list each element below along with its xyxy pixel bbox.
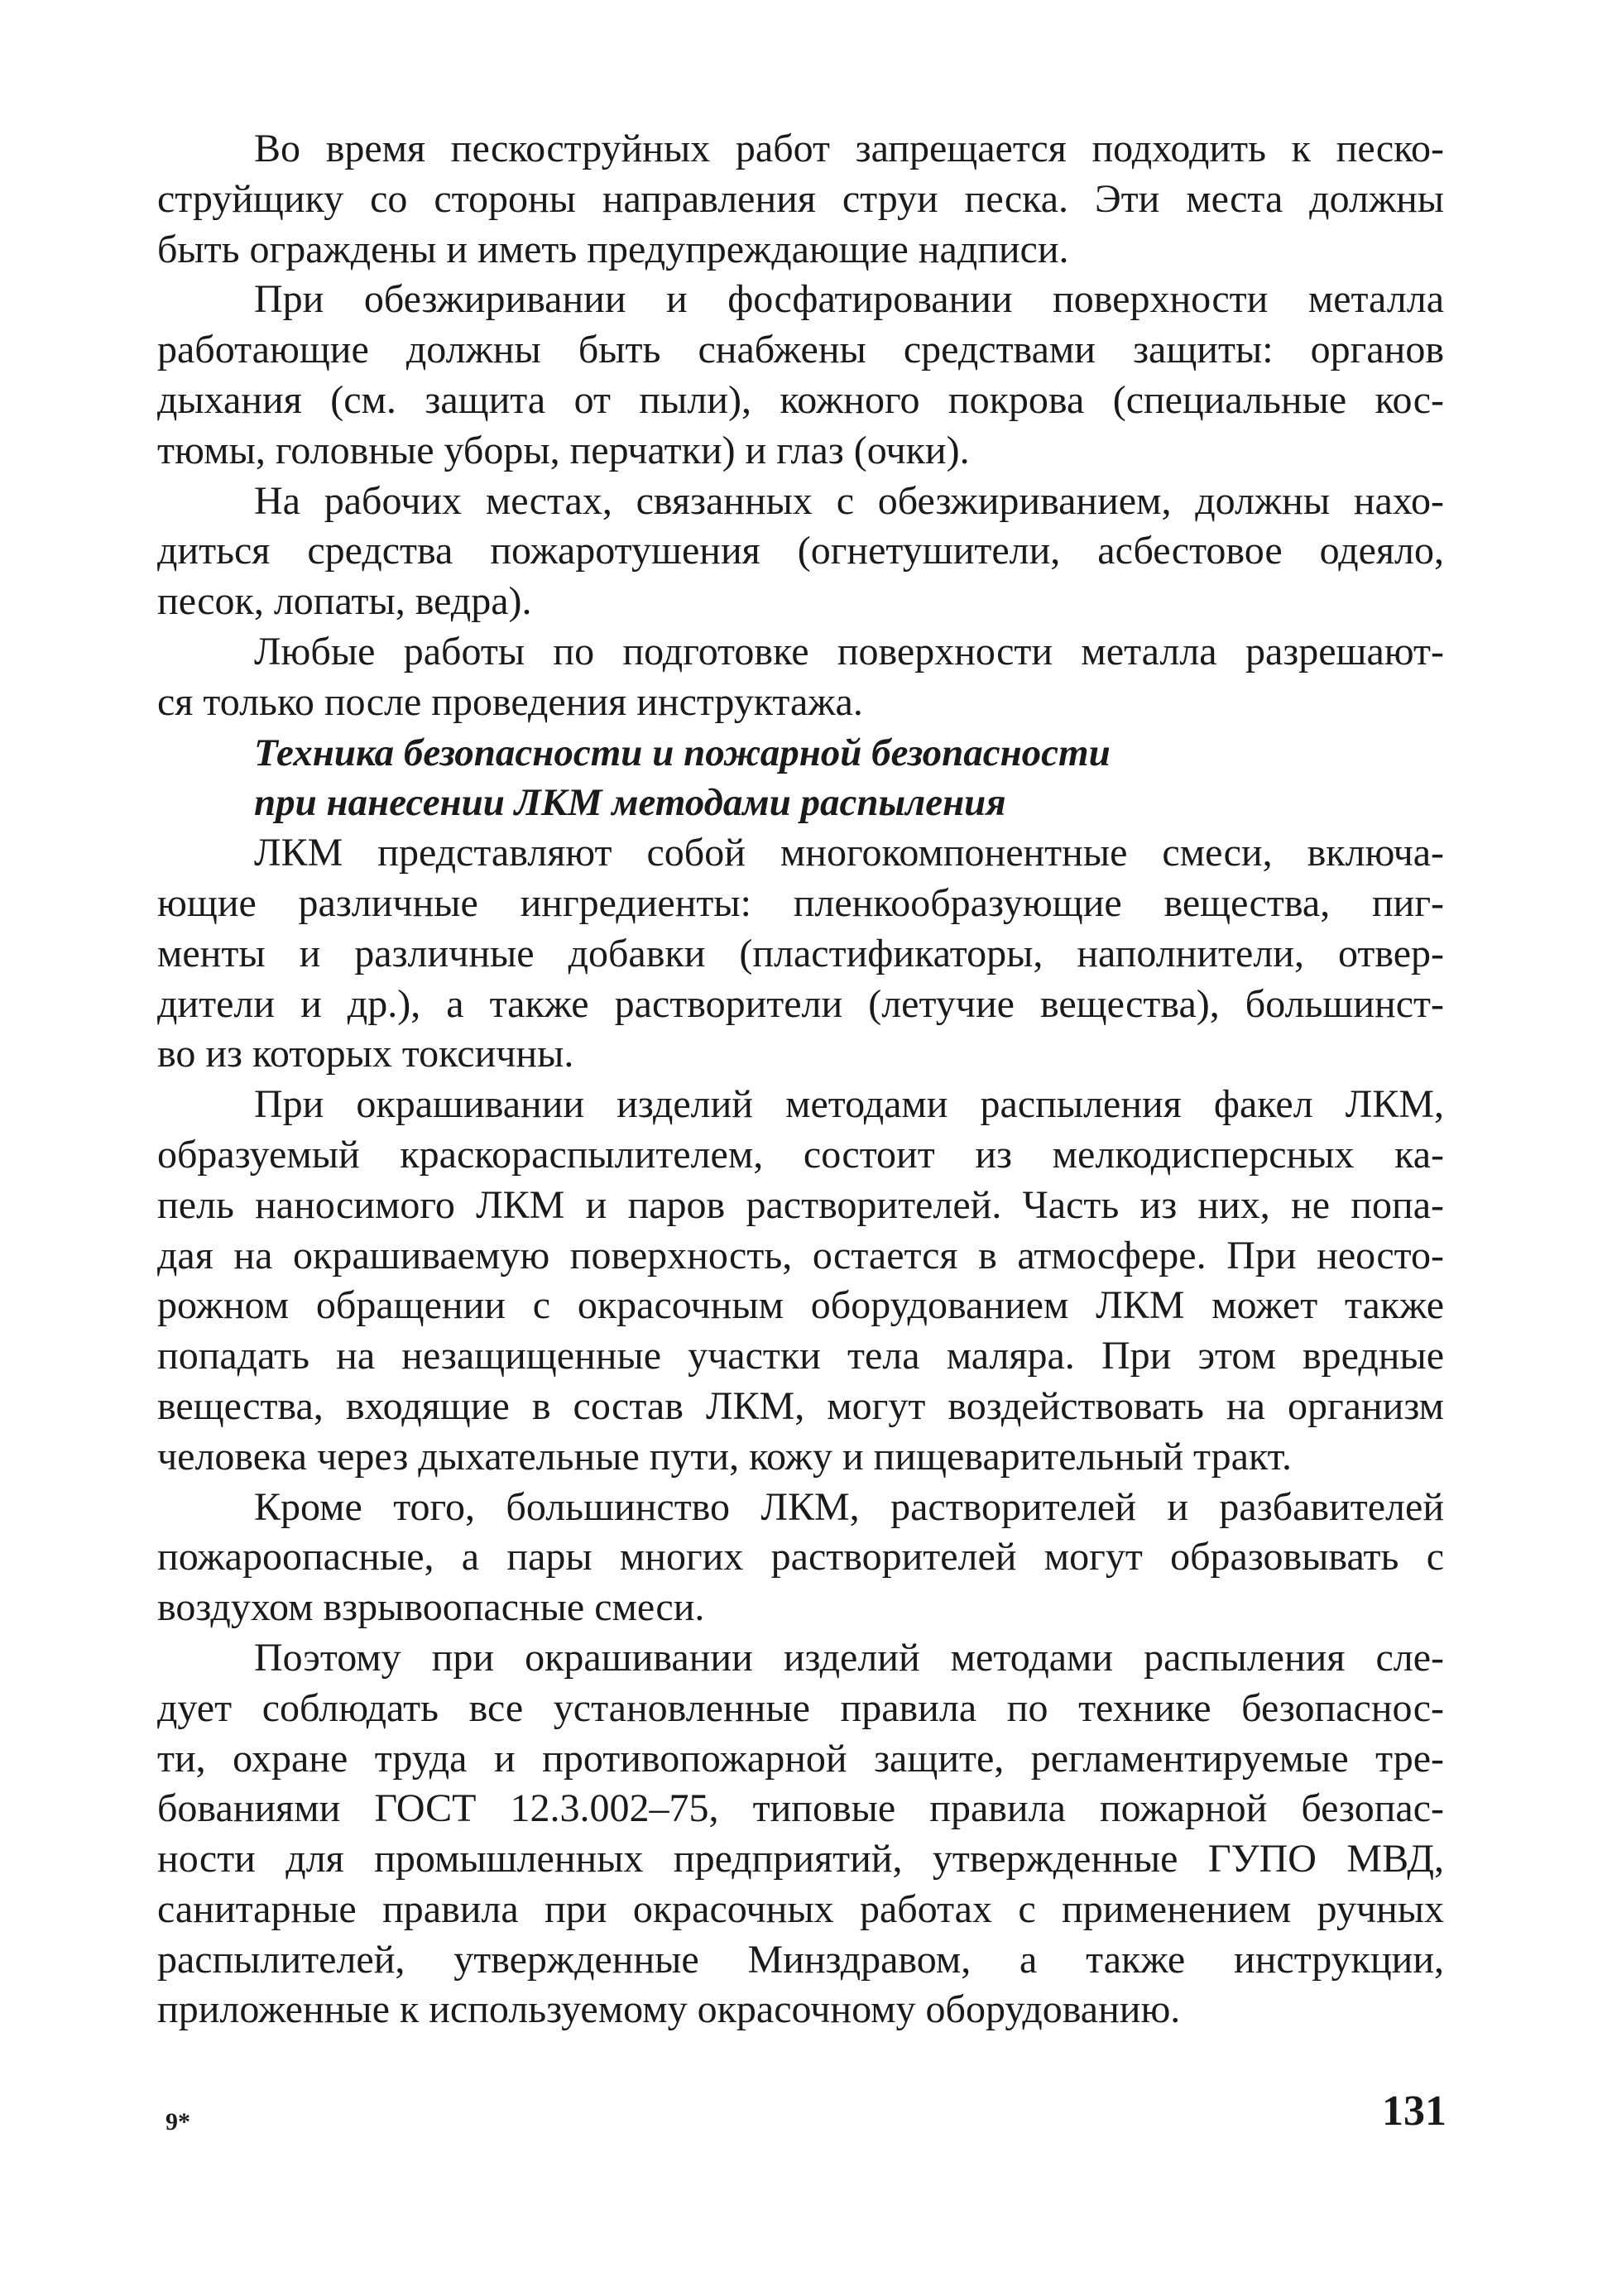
text-line: дыхания (см. защита от пыли), кожного покрова (специальные кос- [157, 377, 1444, 422]
heading-line: Техника безопасности и пожарной безопасности [254, 731, 1111, 774]
text-line: быть ограждены и иметь предупреждающие надписи. [157, 227, 1069, 271]
text-line: Кроме того, большинство ЛКМ, растворителей и разбавителей [254, 1484, 1444, 1529]
text-line: санитарные правила при окрасочных работах с применением ручных [157, 1886, 1444, 1931]
heading-line: при нанесении ЛКМ методами распыления [254, 781, 1006, 825]
paragraphs-after [157, 828, 1444, 2035]
paragraph [157, 477, 1444, 627]
text-line: пель наносимого ЛКМ и паров растворителей. Часть из них, не попа- [157, 1182, 1444, 1227]
text-line: распылителей, утвержденные Минздравом, а также инструкции, [157, 1937, 1444, 1982]
text-line: тюмы, головные уборы, перчатки) и глаз (очки). [157, 428, 970, 472]
text-line: ти, охране труда и противопожарной защите, регламентируемые тре- [157, 1736, 1444, 1781]
paragraph [157, 627, 1444, 728]
text-line: ности для промышленных предприятий, утвержденные ГУПО МВД, [157, 1837, 1444, 1881]
text-line: Во время пескоструйных работ запрещается подходить к песко- [254, 127, 1444, 170]
text-line: дует соблюдать все установленные правила по технике безопаснос- [157, 1685, 1444, 1730]
text-line: образуемый краскораспылителем, состоит из мелкодисперсных ка- [157, 1132, 1444, 1177]
text-line: песок, лопаты, ведра). [157, 579, 532, 624]
text-line: бованиями ГОСТ 12.3.002–75, типовые правила пожарной безопас- [157, 1786, 1444, 1831]
paragraph [157, 1483, 1444, 1633]
paragraph [157, 1080, 1444, 1482]
text-line: человека через дыхательные пути, кожу и пищеварительный тракт. [157, 1434, 1292, 1479]
text-line: дая на окрашиваемую поверхность, остается в атмосфере. При неосто- [157, 1233, 1444, 1277]
folio-signature: 9* [166, 2108, 190, 2135]
page-body [157, 124, 1444, 2035]
text-line: При обезжиривании и фосфатировании поверхности металла [254, 277, 1444, 322]
text-line: вещества, входящие в состав ЛКМ, могут воздействовать на организм [157, 1383, 1444, 1428]
paragraph [157, 275, 1444, 476]
section-heading [157, 728, 1444, 829]
text-line: ющие различные ингредиенты: пленкообразующие вещества, пиг- [157, 880, 1444, 925]
text-line: воздухом взрывоопасные смеси. [157, 1585, 705, 1630]
text-line: При окрашивании изделий методами распыления факел ЛКМ, [254, 1082, 1444, 1127]
paragraph [157, 1633, 1444, 2035]
text-line: работающие должны быть снабжены средствами защиты: органов [157, 328, 1444, 372]
text-line: диться средства пожаротушения (огнетушители, асбестовое одеяло, [157, 529, 1444, 573]
paragraphs-before [157, 124, 1444, 728]
text-line: На рабочих местах, связанных с обезжириванием, должны нахо- [254, 478, 1444, 523]
text-line: приложенные к используемому окрасочному оборудованию. [157, 1987, 1181, 2032]
text-line: Поэтому при окрашивании изделий методами распыления сле- [254, 1635, 1444, 1680]
text-line: менты и различные добавки (пластификаторы, наполнители, отвер- [157, 931, 1444, 975]
paragraph [157, 124, 1444, 275]
text-line: струйщику со стороны направления струи песка. Эти места должны [157, 176, 1444, 221]
text-line: попадать на незащищенные участки тела маляра. При этом вредные [157, 1334, 1444, 1378]
text-line: Любые работы по подготовке поверхности металла разрешают- [254, 629, 1444, 673]
text-line: ЛКМ представляют собой многокомпонентные смеси, включа- [254, 831, 1444, 875]
text-line: пожароопасные, а пары многих растворителей могут образовывать с [157, 1535, 1444, 1579]
paragraph [157, 828, 1444, 1080]
text-line: ся только после проведения инструктажа. [157, 679, 863, 724]
text-line: рожном обращении с окрасочным оборудованием ЛКМ может также [157, 1283, 1444, 1328]
text-line: дители и др.), а также растворители (летучие вещества), большинст- [157, 981, 1444, 1026]
page-number: 131 [1382, 2087, 1446, 2135]
text-line: во из которых токсичны. [157, 1032, 574, 1076]
